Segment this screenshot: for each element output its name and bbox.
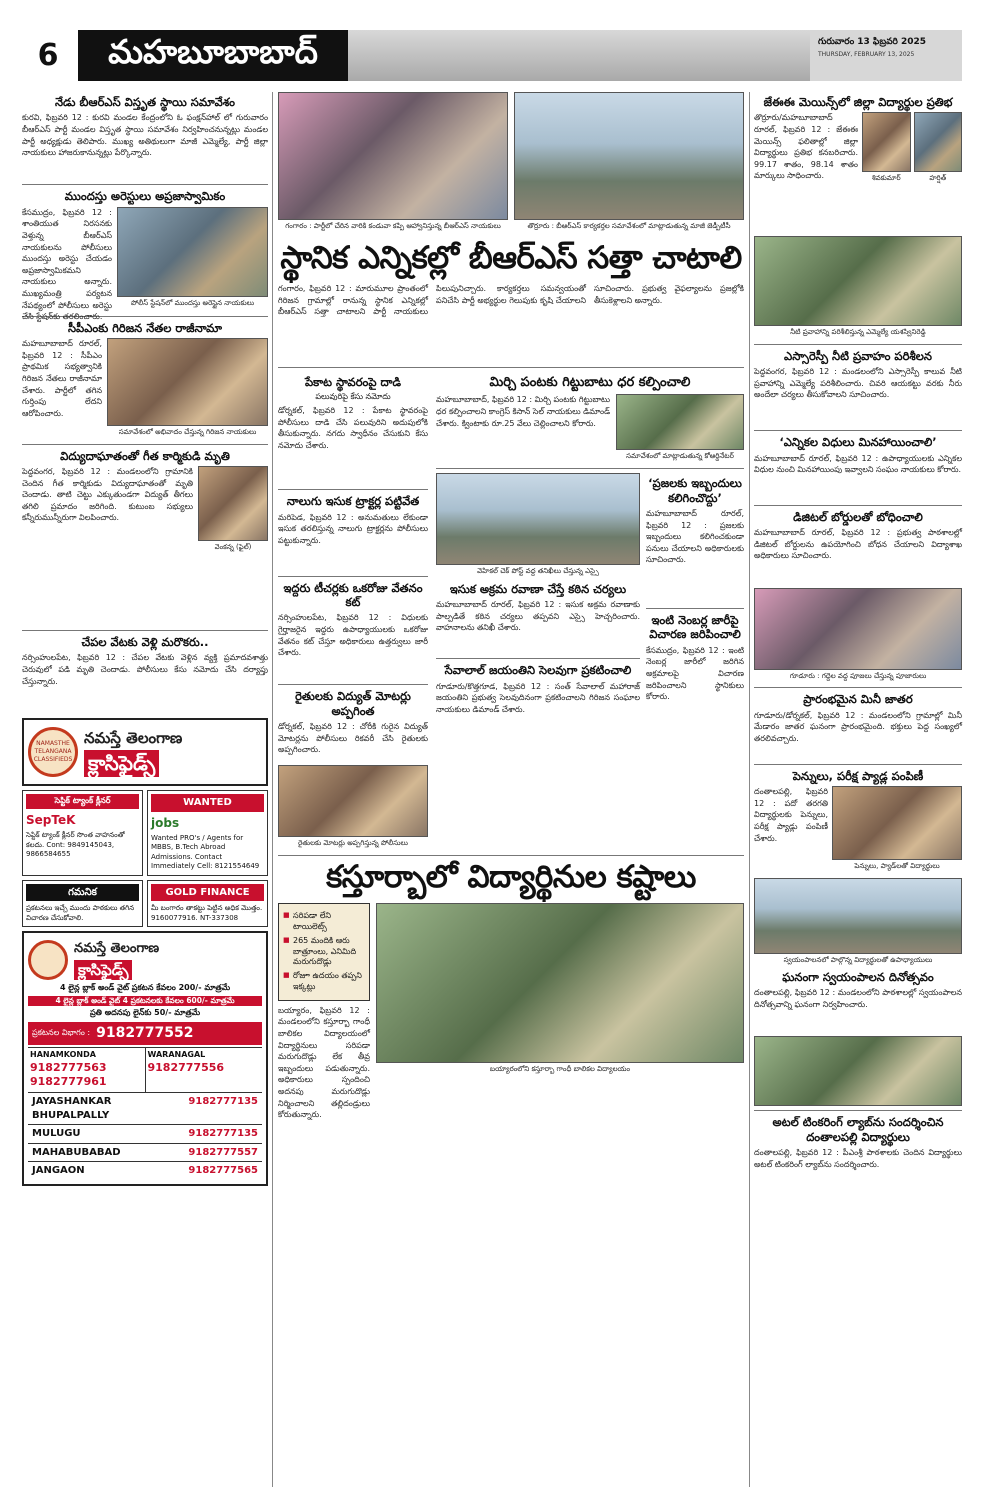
article-body: నర్సింహులపేట, ఫిబ్రవరి 12 : చేపల వేటకు వెళ్లిన వ్యక్తి ప్రమాదవశాత్తు చెరువులో పడి మృతి చెందాడు. పోలీసులు కేసు నమోదు చేసి దర్యాప్తు చేస్తున్నారు. bbox=[22, 653, 268, 686]
article-headline: ప్రారంభమైన మినీ జాతర bbox=[803, 692, 913, 707]
phone-number: 9182777557 bbox=[188, 1146, 258, 1158]
article-headline: జేఈఈ మెయిన్స్‌లో జిల్లా విద్యార్థుల ప్రతిభ bbox=[763, 95, 953, 109]
article-headline: చేపల వేటకు వెళ్లి మరొకరు.. bbox=[81, 634, 209, 649]
classifieds-ad bbox=[22, 718, 268, 786]
phone-number: 9182777961 bbox=[30, 1075, 107, 1089]
column-divider bbox=[272, 92, 273, 1487]
jobs-logo: jobs bbox=[151, 815, 180, 830]
article-body: బయ్యారం, ఫిబ్రవరి 12 : మండలంలోని కస్తూర్బా గాంధీ బాలికల విద్యాలయంలో విద్యార్థినులు సరిపడా మరుగుదొడ్లు లేక తీవ్ర ఇబ్బందులు పడుతున్నారు. అధికారులు స్పందించి అదనపు మరుగుదొడ్లు నిర్మించాలని తల్లిదండ్రులు కోరుతున్నారు. bbox=[278, 1005, 370, 1120]
gold-ad: GOLD FINANCE మీ బంగారం తాకట్టు పెట్టిన అధిక మొత్తం. 9160077916. NT-337308 bbox=[147, 880, 268, 927]
news-photo bbox=[514, 92, 744, 220]
article-headline: ఎస్సారెస్పీ నీటి ప్రవాహం పరిశీలన bbox=[784, 348, 932, 363]
city-name: MAHABUBABAD bbox=[32, 1146, 121, 1158]
article-headline: అటల్ టింకరింగ్ ల్యాబ్‌ను సందర్శించిన దంతాలపల్లి విద్యార్థులు bbox=[772, 1115, 944, 1144]
city-name: MULUGU bbox=[32, 1128, 81, 1140]
article-body: మహబూబాబాద్ రూరల్, ఫిబ్రవరి 12 : ప్రభుత్వ పాఠశాలల్లో డిజిటల్ బోర్డులను ఉపయోగించి బోధన చేయాలని విద్యాశాఖ అధికారులు సూచించారు. bbox=[754, 527, 962, 561]
phone-number: 9182777565 bbox=[188, 1165, 258, 1177]
newspaper-logo: NAMASTHE TELANGANA CLASSIFIEDS bbox=[28, 727, 78, 777]
septic-ad: సెప్టిక్ ట్యాంక్ క్లీనర్ SepTeK సెప్టిక్ ట్యాంక్ క్లీనర్ సొంత వాహనంతో కలదు. Cont: 9849145043, 9866584655 bbox=[22, 790, 143, 875]
contact-label: ప్రకటనల విభాగం : bbox=[32, 1027, 91, 1037]
column-center bbox=[278, 92, 744, 1155]
phone-number: 9182777556 bbox=[147, 1060, 225, 1074]
classifieds-section bbox=[22, 718, 268, 1185]
news-photo bbox=[754, 878, 962, 954]
masthead bbox=[22, 28, 962, 83]
city-name: HANAMKONDA bbox=[30, 1049, 96, 1059]
highlight-item: ■ రోజూ ఉదయం తప్పని ఇక్కట్లు bbox=[283, 971, 365, 993]
portrait-photo bbox=[862, 112, 911, 172]
city-name: WARANAGAL bbox=[147, 1049, 206, 1059]
photo-caption: శివకుమార్ bbox=[871, 174, 901, 183]
news-photo bbox=[278, 765, 428, 837]
article-body: మహబూబాబాద్ రూరల్, ఫిబ్రవరి 12 : ఉపాధ్యాయులకు ఎన్నికల విధుల నుంచి మినహాయింపు ఇవ్వాలని సంఘం నాయకులు కోరారు. bbox=[754, 453, 962, 475]
article-body: మహబూబాబాద్, ఫిబ్రవరి 12 : మిర్చి పంటకు గిట్టుబాటు ధర కల్పించాలని కాంగ్రెస్ కిసాన్ సెల్ నాయకులు డిమాండ్ చేశారు. క్వింటాకు రూ.25 వేలు చెల్లించాలని కోరారు. bbox=[436, 395, 610, 428]
article-body: మహబూబాబాద్ రూరల్, ఫిబ్రవరి 12 : ప్రజలకు ఇబ్బందులు కలిగించకుండా పనులు చేయాలని అధికారులకు సూచించారు. bbox=[646, 509, 744, 565]
ad-title-highlight: క్లాసిఫైడ్స్ bbox=[84, 750, 159, 777]
news-photo bbox=[754, 236, 962, 326]
news-photo bbox=[436, 473, 640, 565]
phone-number: 9182777135 bbox=[188, 1128, 258, 1140]
news-photo bbox=[376, 903, 744, 1063]
article-body: దంతాలపల్లి, ఫిబ్రవరి 12 : పదో తరగతి విద్యార్థులకు పెన్నులు, పరీక్ష ప్యాడ్లు పంపిణీ చేశారు. bbox=[754, 787, 828, 843]
article-body: కేసముద్రం, ఫిబ్రవరి 12 : శాంతియుత నిరసనకు వెళ్తున్న బీఆర్ఎస్ నాయకులను పోలీసులు ముందస్తు అరెస్టు చేయడం అప్రజాస్వామికమని నాయకులు అన్నారు. ముఖ్యమంత్రి పర్యటన నేపథ్యంలో పోలీసులు అరెస్టు చేసి స్టేషన్‌కు తరలించారు. bbox=[22, 207, 112, 322]
ad-title: నమస్తే తెలంగాణ bbox=[84, 728, 183, 747]
article-headline: సేవాలాల్ జయంతిని సెలవుగా ప్రకటించాలి bbox=[444, 663, 632, 678]
masthead-date bbox=[810, 30, 962, 81]
photo-caption: తొర్రూరు : బీఆర్ఎస్ కార్యకర్తల సమావేశంలో మాట్లాడుతున్న మాజీ జెడ్పీటీసీ bbox=[527, 222, 731, 230]
article-body: మహబూబాబాద్ రూరల్, ఫిబ్రవరి 12 : ఇసుక అక్రమ రవాణాకు పాల్పడితే కఠిన చర్యలు తప్పవని ఎస్సై హెచ్చరించారు. వాహనాలను తనిఖీ చేశారు. bbox=[436, 600, 640, 633]
page-number: 6 bbox=[22, 28, 74, 83]
news-photo bbox=[832, 786, 962, 860]
highlights-box bbox=[278, 903, 370, 1001]
notice-ad: గమనిక ప్రకటనలు ఇచ్చే ముందు పాఠకులు తగిన విచారణ చేసుకోవాలి. bbox=[22, 880, 143, 927]
ad-text: Wanted PRO's / Agents for MBBS, B.Tech Abroad Admissions. Contact Immediately Cell: 8121554649 bbox=[151, 834, 260, 871]
date-telugu: గురువారం 13 ఫిబ్రవరి 2025 bbox=[818, 37, 927, 47]
wanted-ad: WANTED jobs Wanted PRO's / Agents for MBBS, B.Tech Abroad Admissions. Contact Immediately Cell: 8121554649 bbox=[147, 790, 268, 875]
photo-caption: స్వయంపాలనలో పాల్గొన్న విద్యార్థులతో ఉపాధ్యాయులు bbox=[783, 955, 933, 964]
article-headline: నేడు బీఆర్ఎస్ విస్తృత స్థాయి సమావేశం bbox=[54, 95, 236, 109]
septic-brand: SepTeK bbox=[26, 813, 76, 828]
column-divider bbox=[749, 92, 750, 1487]
ad-title-highlight: క్లాసిఫైడ్స్ bbox=[74, 960, 132, 980]
article-headline: విద్యుదాఘాతంతో గీత కార్మికుడి మృతి bbox=[60, 448, 230, 463]
article-headline: ఇద్దరు టీచర్లకు ఒకరోజు వేతనం కట్ bbox=[283, 580, 423, 609]
contact-number: 9182777552 bbox=[96, 1024, 194, 1041]
classifieds-rate-ad bbox=[22, 931, 268, 1186]
photo-caption: రైతులకు మోటర్లు అప్పగిస్తున్న పోలీసులు bbox=[298, 839, 408, 848]
article-headline: పెన్నులు, పరీక్ష ప్యాడ్ల పంపిణీ bbox=[792, 768, 924, 783]
photo-caption: సమావేశంలో అభివాదం చేస్తున్న గిరిజన నాయకులు bbox=[118, 428, 257, 437]
masthead-bar bbox=[348, 30, 810, 81]
article-body: పెద్దవంగర, ఫిబ్రవరి 12 : మండలంలోని ఎస్సారెస్పీ కాలువ నీటి ప్రవాహాన్ని ఎమ్మెల్యే పరిశీలించారు. చివరి ఆయకట్టు వరకు నీరు అందేలా చర్యలు తీసుకోవాలని సూచించారు. bbox=[754, 367, 962, 400]
rate-line: ప్రతి అదనపు లైన్‌కు 50/- మాత్రమే bbox=[89, 1008, 201, 1018]
article-body: పెద్దవంగర, ఫిబ్రవరి 12 : మండలంలోని గ్రామానికి చెందిన గీత కార్మికుడు విద్యుదాఘాతంతో మృతి చెందాడు. తాటి చెట్టు ఎక్కుతుండగా విద్యుత్ తీగలు తగిలి ప్రమాదం జరిగింది. కుటుంబ సభ్యులు కన్నీరుమున్నీరుగా విలపించారు. bbox=[22, 466, 193, 523]
city-name: JAYASHANKAR BHUPALPALLY bbox=[32, 1096, 112, 1121]
column-left bbox=[22, 92, 268, 1186]
photo-caption: వెంకన్న (ఫైల్) bbox=[214, 542, 252, 551]
article-body: కేసముద్రం, ఫిబ్రవరి 12 : ఇంటి నెంబర్ల జారీలో జరిగిన అక్రమాలపై విచారణ జరిపించాలని స్థానికులు కోరారు. bbox=[646, 645, 744, 702]
rate-line: 4 లైన్ల బ్లాక్ అండ్ వైట్ 4 ప్రకటనలకు కేవలం 600/- మాత్రమే bbox=[28, 996, 262, 1006]
article-body: నర్సింహులపేట, ఫిబ్రవరి 12 : విధులకు గైర్హాజరైన ఇద్దరు ఉపాధ్యాయులకు ఒకరోజు వేతనం కట్ చేస్తూ అధికారులు ఉత్తర్వులు జారీ చేశారు. bbox=[278, 613, 428, 658]
column-right bbox=[754, 92, 962, 1187]
newspaper-logo bbox=[28, 940, 68, 980]
photo-caption: హర్షిత్ bbox=[929, 174, 947, 183]
lead-headline: స్థానిక ఎన్నికల్లో బీఆర్ఎస్ సత్తా చాటాలి bbox=[280, 240, 742, 277]
article-body: మహబూబాబాద్ రూరల్, ఫిబ్రవరి 12 : సీపీఎం ప్రాథమిక సభ్యత్వానికి గిరిజన నేతలు రాజీనామా చేశారు. పార్టీలో తగిన గుర్తింపు లేదని ఆరోపించారు. bbox=[22, 339, 102, 418]
highlight-item: ■ సరిపడా లేని టాయిలెట్స్ bbox=[283, 911, 365, 933]
article-headline: ఘనంగా స్వయంపాలన దినోత్సవం bbox=[782, 970, 934, 984]
news-photo bbox=[616, 394, 744, 450]
photo-caption: బయ్యారంలోని కస్తూర్బా గాంధీ బాలికల విద్యాలయం bbox=[489, 1065, 631, 1074]
ad-title: నమస్తే తెలంగాణ bbox=[74, 941, 160, 957]
article-headline: ఇసుక అక్రమ రవాణా చేస్తే కఠిన చర్యలు bbox=[449, 581, 627, 596]
phone-number: 9182777563 bbox=[30, 1060, 107, 1074]
ad-text: సెప్టిక్ ట్యాంక్ క్లీనర్ సొంత వాహనంతో కలదు. Cont: 9849145043, 9866584655 bbox=[26, 831, 125, 859]
photo-caption: గూడూరు : గద్దెల వద్ద పూజలు చేస్తున్న పూజారులు bbox=[789, 671, 927, 680]
article-body: మరిపెడ, ఫిబ్రవరి 12 : అనుమతులు లేకుండా ఇసుక తరలిస్తున్న నాలుగు ట్రాక్టర్లను పోలీసులు పట్టుకున్నారు. bbox=[278, 512, 428, 545]
article-body: డోర్నకల్, ఫిబ్రవరి 12 : పేకాట స్థావరంపై పోలీసులు దాడి చేసి పలువురిని అదుపులోకి తీసుకున్నారు. నగదు స్వాధీనం చేసుకుని కేసు నమోదు చేశారు. bbox=[278, 406, 428, 451]
news-photo bbox=[278, 92, 508, 220]
photo-caption: నీటి ప్రవాహాన్ని పరిశీలిస్తున్న ఎమ్మెల్యే యశస్వినిరెడ్డి bbox=[790, 328, 926, 337]
article-body: డోర్నకల్, ఫిబ్రవరి 12 : చోరీకి గురైన విద్యుత్ మోటర్లను పోలీసులు రికవరీ చేసి రైతులకు అప్పగించారు. bbox=[278, 722, 428, 755]
article-headline: ‘ఎన్నికల విధులు మినహాయించాలి’ bbox=[779, 435, 937, 450]
photo-caption: గంగారం : పార్టీలో చేరిన వారికి కండువా కప్పి ఆహ్వానిస్తున్న బీఆర్ఎస్ నాయకులు bbox=[285, 222, 501, 230]
article-headline: ముందస్తు అరెస్టులు అప్రజాస్వామికం bbox=[64, 189, 226, 204]
article-body: దంతాలపల్లి, ఫిబ్రవరి 12 : పీఎంశ్రీ పాఠశాలకు చెందిన విద్యార్థులు అటల్ టింకరింగ్ ల్యాబ్‌ను సందర్శించారు. bbox=[754, 1148, 962, 1169]
news-photo bbox=[754, 588, 962, 670]
photo-caption: వెహికల్ చెక్ పోస్ట్ వద్ద తనిఖీలు చేస్తున్న ఎస్సై bbox=[477, 567, 599, 576]
article-headline: ఇంటి నెంబర్ల జారీపై విచారణ జరిపించాలి bbox=[649, 613, 741, 642]
article-body: కురవి, ఫిబ్రవరి 12 : కురవి మండల కేంద్రంలోని ఓ ఫంక్షన్‌హాల్ లో గురువారం బీఆర్ఎస్ పార్టీ మండల విస్తృత స్థాయి సమావేశం నిర్వహించనున్నట్లు మండల పార్టీ అధ్యక్షుడు తెలిపారు. ముఖ్య అతిథులుగా మాజీ ఎమ్మెల్యే, పార్టీ జిల్లా నాయకులు హాజరుకానున్నట్లు పేర్కొన్నారు. bbox=[22, 113, 268, 158]
date-english: THURSDAY, FEBRUARY 13, 2025 bbox=[818, 51, 915, 59]
news-photo bbox=[754, 1036, 962, 1106]
article-headline: మిర్చి పంటకు గిట్టుబాటు ధర కల్పించాలి bbox=[489, 375, 691, 391]
phone-number: 9182777135 bbox=[188, 1096, 258, 1108]
city-name: JANGAON bbox=[32, 1165, 85, 1177]
photo-caption: సమావేశంలో మాట్లాడుతున్న కోఆర్డినేటర్ bbox=[626, 452, 734, 461]
feature-headline: కస్తూర్బాలో విద్యార్థినుల కష్టాలు bbox=[326, 858, 696, 895]
article-body: గూడూరు/డోర్నకల్, ఫిబ్రవరి 12 : మండలంలోని గ్రామాల్లో మినీ మేడారం జాతర ఘనంగా ప్రారంభమైంది. భక్తులు పెద్ద సంఖ్యలో తరలివచ్చారు. bbox=[754, 710, 962, 743]
article-headline: నాలుగు ఇసుక ట్రాక్టర్ల పట్టివేత bbox=[286, 494, 420, 509]
article-body: దంతాలపల్లి, ఫిబ్రవరి 12 : మండలంలోని పాఠశాలల్లో స్వయంపాలన దినోత్సవాన్ని ఘనంగా నిర్వహించారు. bbox=[754, 988, 962, 1009]
portrait-photo bbox=[914, 112, 963, 172]
news-photo bbox=[107, 338, 268, 426]
article-subheadline: పలువురిపై కేసు నమోదు bbox=[315, 392, 391, 402]
lead-body: గంగారం, ఫిబ్రవరి 12 : మారుమూల ప్రాంతంలో గిరిజన గ్రామాల్లో రానున్న స్థానిక ఎన్నికల్లో బీఆర్ఎస్ సత్తా చాటాలని పార్టీ నాయకులు పిలుపునిచ్చారు. కార్యకర్తలు సమన్వయంతో పనిచేసి పార్టీ అభ్యర్థుల గెలుపుకు కృషి చేయాలని సూచించారు. ప్రభుత్వ వైఫల్యాలను ప్రజల్లోకి తీసుకెళ్లాలని అన్నారు. bbox=[278, 284, 744, 317]
ad-text: మీ బంగారం తాకట్టు పెట్టిన అధిక మొత్తం. 9160077916. NT-337308 bbox=[151, 904, 263, 922]
photo-caption: పెన్నులు, ప్యాడ్‌లతో విద్యార్థులు bbox=[854, 862, 940, 871]
news-photo bbox=[117, 207, 268, 297]
article-body: తొర్రూరు/మహబూబాబాద్ రూరల్, ఫిబ్రవరి 12 : జేఈఈ మెయిన్స్ ఫలితాల్లో జిల్లా విద్యార్థులు ప్రతిభ కనబరిచారు. 99.17 శాతం, 98.14 శాతం మార్కులు సాధించారు. bbox=[754, 113, 858, 181]
article-headline: పేకాట స్థావరంపై దాడి bbox=[304, 375, 401, 390]
portrait-photo bbox=[198, 466, 268, 541]
page-title: మహబూబాబాద్ bbox=[78, 30, 348, 81]
article-headline: సీపీఎంకు గిరిజన నేతల రాజీనామా bbox=[67, 320, 223, 335]
article-headline: రైతులకు విద్యుత్ మోటర్లు అప్పగింత bbox=[295, 689, 411, 718]
highlight-item: ■ 265 మందికి ఆరు బాత్రూంలు, ఎనిమిది మరుగుదొడ్లు bbox=[283, 936, 365, 968]
rate-line: 4 లైన్ల బ్లాక్ అండ్ వైట్ ప్రకటన కేవలం 200/- మాత్రమే bbox=[59, 983, 231, 993]
article-headline: ‘ప్రజలకు ఇబ్బందులు కలిగించొద్దు’ bbox=[648, 476, 742, 505]
ad-text: ప్రకటనలు ఇచ్చే ముందు పాఠకులు తగిన విచారణ చేసుకోవాలి. bbox=[26, 904, 135, 922]
photo-caption: పోలీస్ స్టేషన్‌లో ముందస్తు అరెస్టైన నాయకులు bbox=[130, 298, 255, 307]
article-body: గూడూరు/కొత్తగూడ, ఫిబ్రవరి 12 : సంత్ సేవాలాల్ మహారాజ్ జయంతిని ప్రభుత్వ సెలవుదినంగా ప్రకటించాలని గిరిజన సంఘాల నాయకులు డిమాండ్ చేశారు. bbox=[436, 681, 640, 714]
article-headline: డిజిటల్ బోర్డులతో బోధించాలి bbox=[793, 509, 923, 524]
